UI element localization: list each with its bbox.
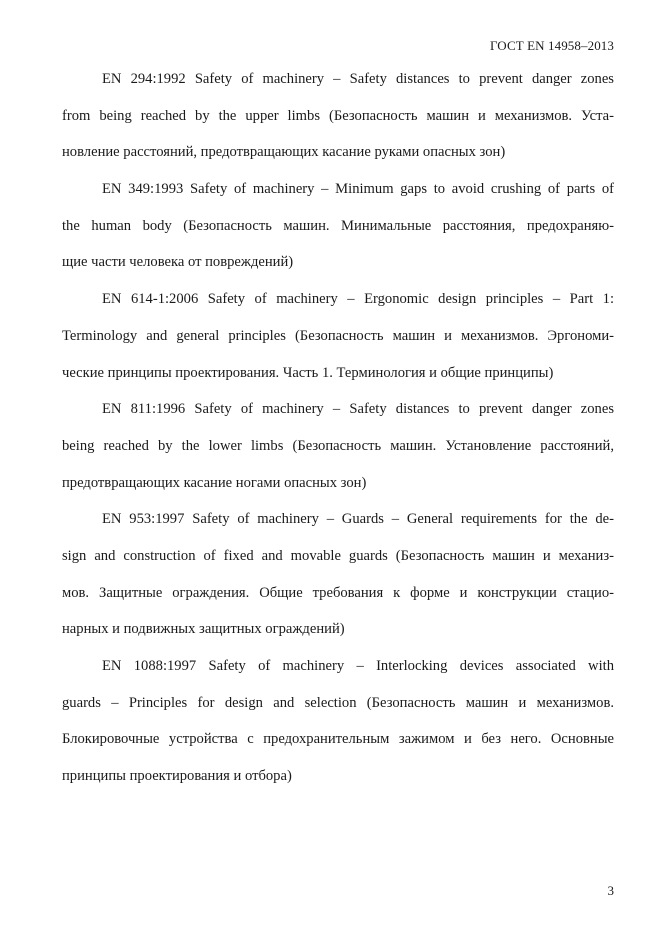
normative-references-list	[62, 61, 614, 795]
page-number: 3	[607, 883, 614, 898]
reference-line: the human body (Безопасность машин. Минимальные расстояния, предохраняю-	[62, 217, 614, 234]
reference-line: мов. Защитные ограждения. Общие требования к форме и конструкции стацио-	[62, 584, 614, 601]
reference-en-614-1	[62, 281, 614, 391]
reference-line: ческие принципы проектирования. Часть 1. Терминология и общие принципы)	[62, 364, 554, 381]
reference-line: Блокировочные устройства с предохранительным зажимом и без него. Основные	[62, 731, 614, 748]
reference-line: щие части человека от повреждений)	[62, 254, 294, 271]
reference-line: новление расстояний, предотвращающих касание руками опасных зон)	[62, 144, 506, 161]
reference-line: принципы проектирования и отбора)	[62, 768, 292, 785]
reference-line: guards – Principles for design and selection (Безопасность машин и механизмов.	[62, 694, 614, 711]
reference-line: sign and construction of fixed and movable guards (Безопасность машин и механиз-	[62, 547, 614, 564]
reference-line: EN 614-1:2006 Safety of machinery – Ergonomic design principles – Part 1:	[102, 291, 614, 308]
reference-en-349	[62, 171, 614, 281]
reference-line: предотвращающих касание ногами опасных зон)	[62, 474, 367, 491]
standard-code-header: ГОСТ EN 14958–2013	[490, 38, 614, 53]
reference-line: нарных и подвижных защитных ограждений)	[62, 621, 345, 638]
reference-en-953	[62, 501, 614, 648]
reference-en-294	[62, 61, 614, 171]
reference-en-1088	[62, 648, 614, 795]
reference-line: EN 349:1993 Safety of machinery – Minimum gaps to avoid crushing of parts of	[102, 181, 614, 198]
reference-line: from being reached by the upper limbs (Безопасность машин и механизмов. Уста-	[62, 107, 614, 124]
reference-line: EN 1088:1997 Safety of machinery – Interlocking devices associated with	[102, 658, 614, 674]
reference-line: EN 953:1997 Safety of machinery – Guards – General requirements for the de-	[102, 511, 614, 528]
reference-en-811	[62, 391, 614, 501]
reference-line: Terminology and general principles (Безопасность машин и механизмов. Эргономи-	[62, 327, 614, 344]
reference-line: being reached by the lower limbs (Безопасность машин. Установление расстояний,	[62, 437, 614, 454]
reference-line: EN 811:1996 Safety of machinery – Safety distances to prevent danger zones	[102, 401, 614, 418]
reference-line: EN 294:1992 Safety of machinery – Safety distances to prevent danger zones	[102, 71, 614, 87]
